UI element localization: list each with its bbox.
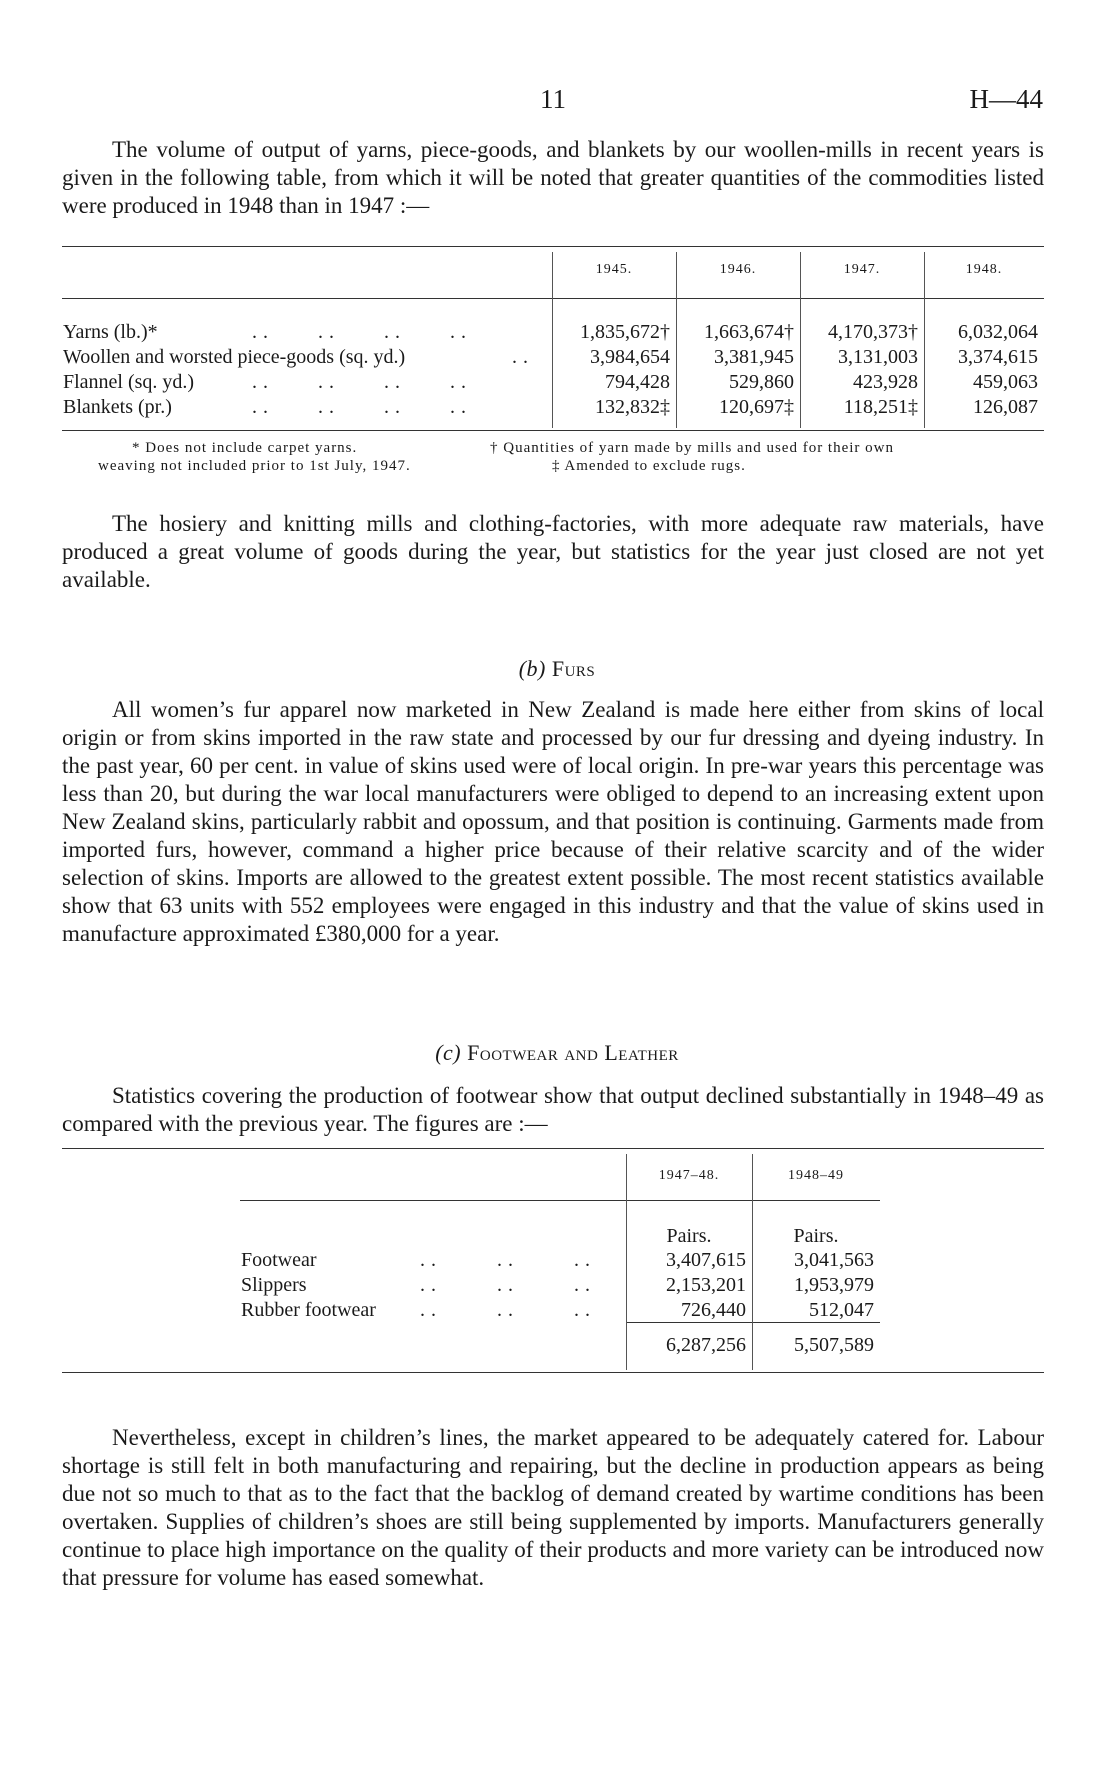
leader-dots: .. .. .. [420, 1299, 596, 1321]
unit-label: Pairs. [666, 1224, 712, 1247]
table-row [62, 370, 1044, 395]
section-title: Footwear and Leather [467, 1040, 679, 1065]
table1-col-header: 1947. [843, 262, 881, 277]
table-cell: 512,047 [809, 1299, 874, 1321]
table-row [62, 320, 1044, 345]
table-cell: 3,131,003 [838, 346, 918, 368]
page-number: 11 [540, 84, 566, 114]
table-cell: 6,032,064 [958, 321, 1038, 343]
table-cell: 3,381,945 [714, 346, 794, 368]
row-label: Flannel (sq. yd.) [63, 371, 195, 393]
table-cell: 3,407,615 [666, 1249, 746, 1271]
table-cell: 459,063 [973, 371, 1038, 393]
section-label: (b) [518, 656, 546, 681]
running-head [0, 84, 1114, 124]
table-cell: 118,251‡ [843, 396, 918, 418]
table-cell: 132,832‡ [595, 396, 670, 418]
table-cell: 794,428 [605, 371, 670, 393]
footwear-production-table [240, 1224, 880, 1323]
table1-col-header: 1945. [595, 262, 633, 277]
table-row [240, 1224, 880, 1248]
table1-top-rule [62, 246, 1044, 247]
table2-col-header: 1948–49 [788, 1168, 844, 1183]
furs-paragraph: All women’s fur apparel now marketed in New Zealand is made here either from skins of local origin or from skins imported in the raw state and processed by our fur dressing and dyeing industry. In the past year, 60 per cent. in value of skins used were of local origin. In pre-war years this percentage was less than 20, but during the war local manufacturers were obliged to depend to an increasing extent upon New Zealand skins, particularly rabbit and opossum, and that position is continuing. Garments made from imported furs, however, command a higher price because of their relative scarcity and of the wider selection of skins. Imports are allowed to the greatest extent possible. The most recent statistics available show that 63 units with 552 employees were engaged in this industry and that the value of skins used in manufacture approximated £380,000 for a year. [62, 697, 1044, 946]
table-cell: 120,697‡ [719, 396, 794, 418]
footnote-dagger-continued: weaving not included prior to 1st July, 1947. [98, 458, 411, 474]
woollen-output-table [62, 320, 1044, 420]
section-title: Furs [551, 656, 596, 681]
table-row [240, 1248, 880, 1273]
table-cell: 2,153,201 [666, 1274, 746, 1296]
table2-col-header: 1947–48. [658, 1168, 720, 1183]
table2-top-rule [62, 1148, 1044, 1149]
footnote-star: * Does not include carpet yarns. [132, 440, 358, 456]
table2-bottom-rule [62, 1372, 1044, 1373]
table-cell: 3,984,654 [590, 346, 670, 368]
leader-dots: .. .. .. .. [252, 371, 472, 393]
table1-col-header: 1946. [719, 262, 757, 277]
unit-label: Pairs. [793, 1224, 839, 1247]
row-label: Woollen and worsted piece-goods (sq. yd.) [63, 346, 406, 368]
table-cell: 1,663,674† [704, 321, 794, 343]
total-cell: 5,507,589 [794, 1334, 874, 1356]
table-cell: 126,087 [973, 396, 1038, 418]
footnote-dagger: † Quantities of yarn made by mills and used for their own [490, 440, 895, 456]
section-heading-furs [0, 656, 1114, 682]
table-cell: 3,374,615 [958, 346, 1038, 368]
hosiery-paragraph: The hosiery and knitting mills and clothing-factories, with more adequate raw materials, have produced a great volume of goods during the year, but statistics for the year just closed are not yet available. [62, 511, 1044, 592]
table1-col-header: 1948. [965, 262, 1003, 277]
table-cell: 423,928 [853, 371, 918, 393]
intro-paragraph: The volume of output of yarns, piece-goods, and blankets by our woollen-mills in recent years is given in the following table, from which it will be noted that greater quantities of the commodities listed were produced in 1948 than in 1947 :— [62, 137, 1044, 218]
leader-dots: .. .. .. .. [252, 396, 472, 418]
document-code: H—44 [969, 84, 1043, 114]
row-label: Rubber footwear [241, 1299, 376, 1321]
leader-dots: .. .. .. [420, 1274, 596, 1296]
table-cell: 726,440 [681, 1299, 746, 1321]
closing-paragraph: Nevertheless, except in children’s lines, the market appeared to be adequately catered for. Labour shortage is still felt in both manufacturing and repairing, but the decline in production appears as being due not so much to that as to the fact that the backlog of demand created by wartime conditions has been overtaken. Supplies of children’s shoes are still being supplemented by imports. Manufacturers generally continue to place high importance on the quality of their products and more variety can be introduced now that pressure for volume has eased somewhat. [62, 1425, 1044, 1590]
table-cell: 529,860 [729, 371, 794, 393]
leader-dots: .. [512, 346, 534, 368]
row-label: Blankets (pr.) [63, 396, 172, 418]
table-row [240, 1273, 880, 1298]
table1-header-rule [62, 298, 1044, 299]
table-cell: 3,041,563 [794, 1249, 874, 1271]
table-cell: 1,953,979 [794, 1274, 874, 1296]
leader-dots: .. .. .. [420, 1249, 596, 1271]
section-label: (c) [435, 1040, 462, 1065]
footnote-ddagger: ‡ Amended to exclude rugs. [552, 458, 746, 474]
total-cell: 6,287,256 [666, 1334, 746, 1356]
section-heading-footwear [0, 1040, 1114, 1066]
footwear-paragraph: Statistics covering the production of footwear show that output declined substantially in 1948–49 as compared with the previous year. The figures are :— [62, 1083, 1044, 1136]
row-label: Slippers [241, 1274, 307, 1296]
table-cell: 4,170,373† [828, 321, 918, 343]
table-row [240, 1298, 880, 1323]
table-row [62, 345, 1044, 370]
row-label: Footwear [241, 1249, 317, 1271]
table-row [62, 395, 1044, 420]
table1-bottom-rule [62, 430, 1044, 431]
table2-header-rule [240, 1200, 880, 1201]
leader-dots: .. .. .. .. [252, 321, 472, 343]
table-cell: 1,835,672† [580, 321, 670, 343]
row-label: Yarns (lb.)* [63, 321, 158, 343]
